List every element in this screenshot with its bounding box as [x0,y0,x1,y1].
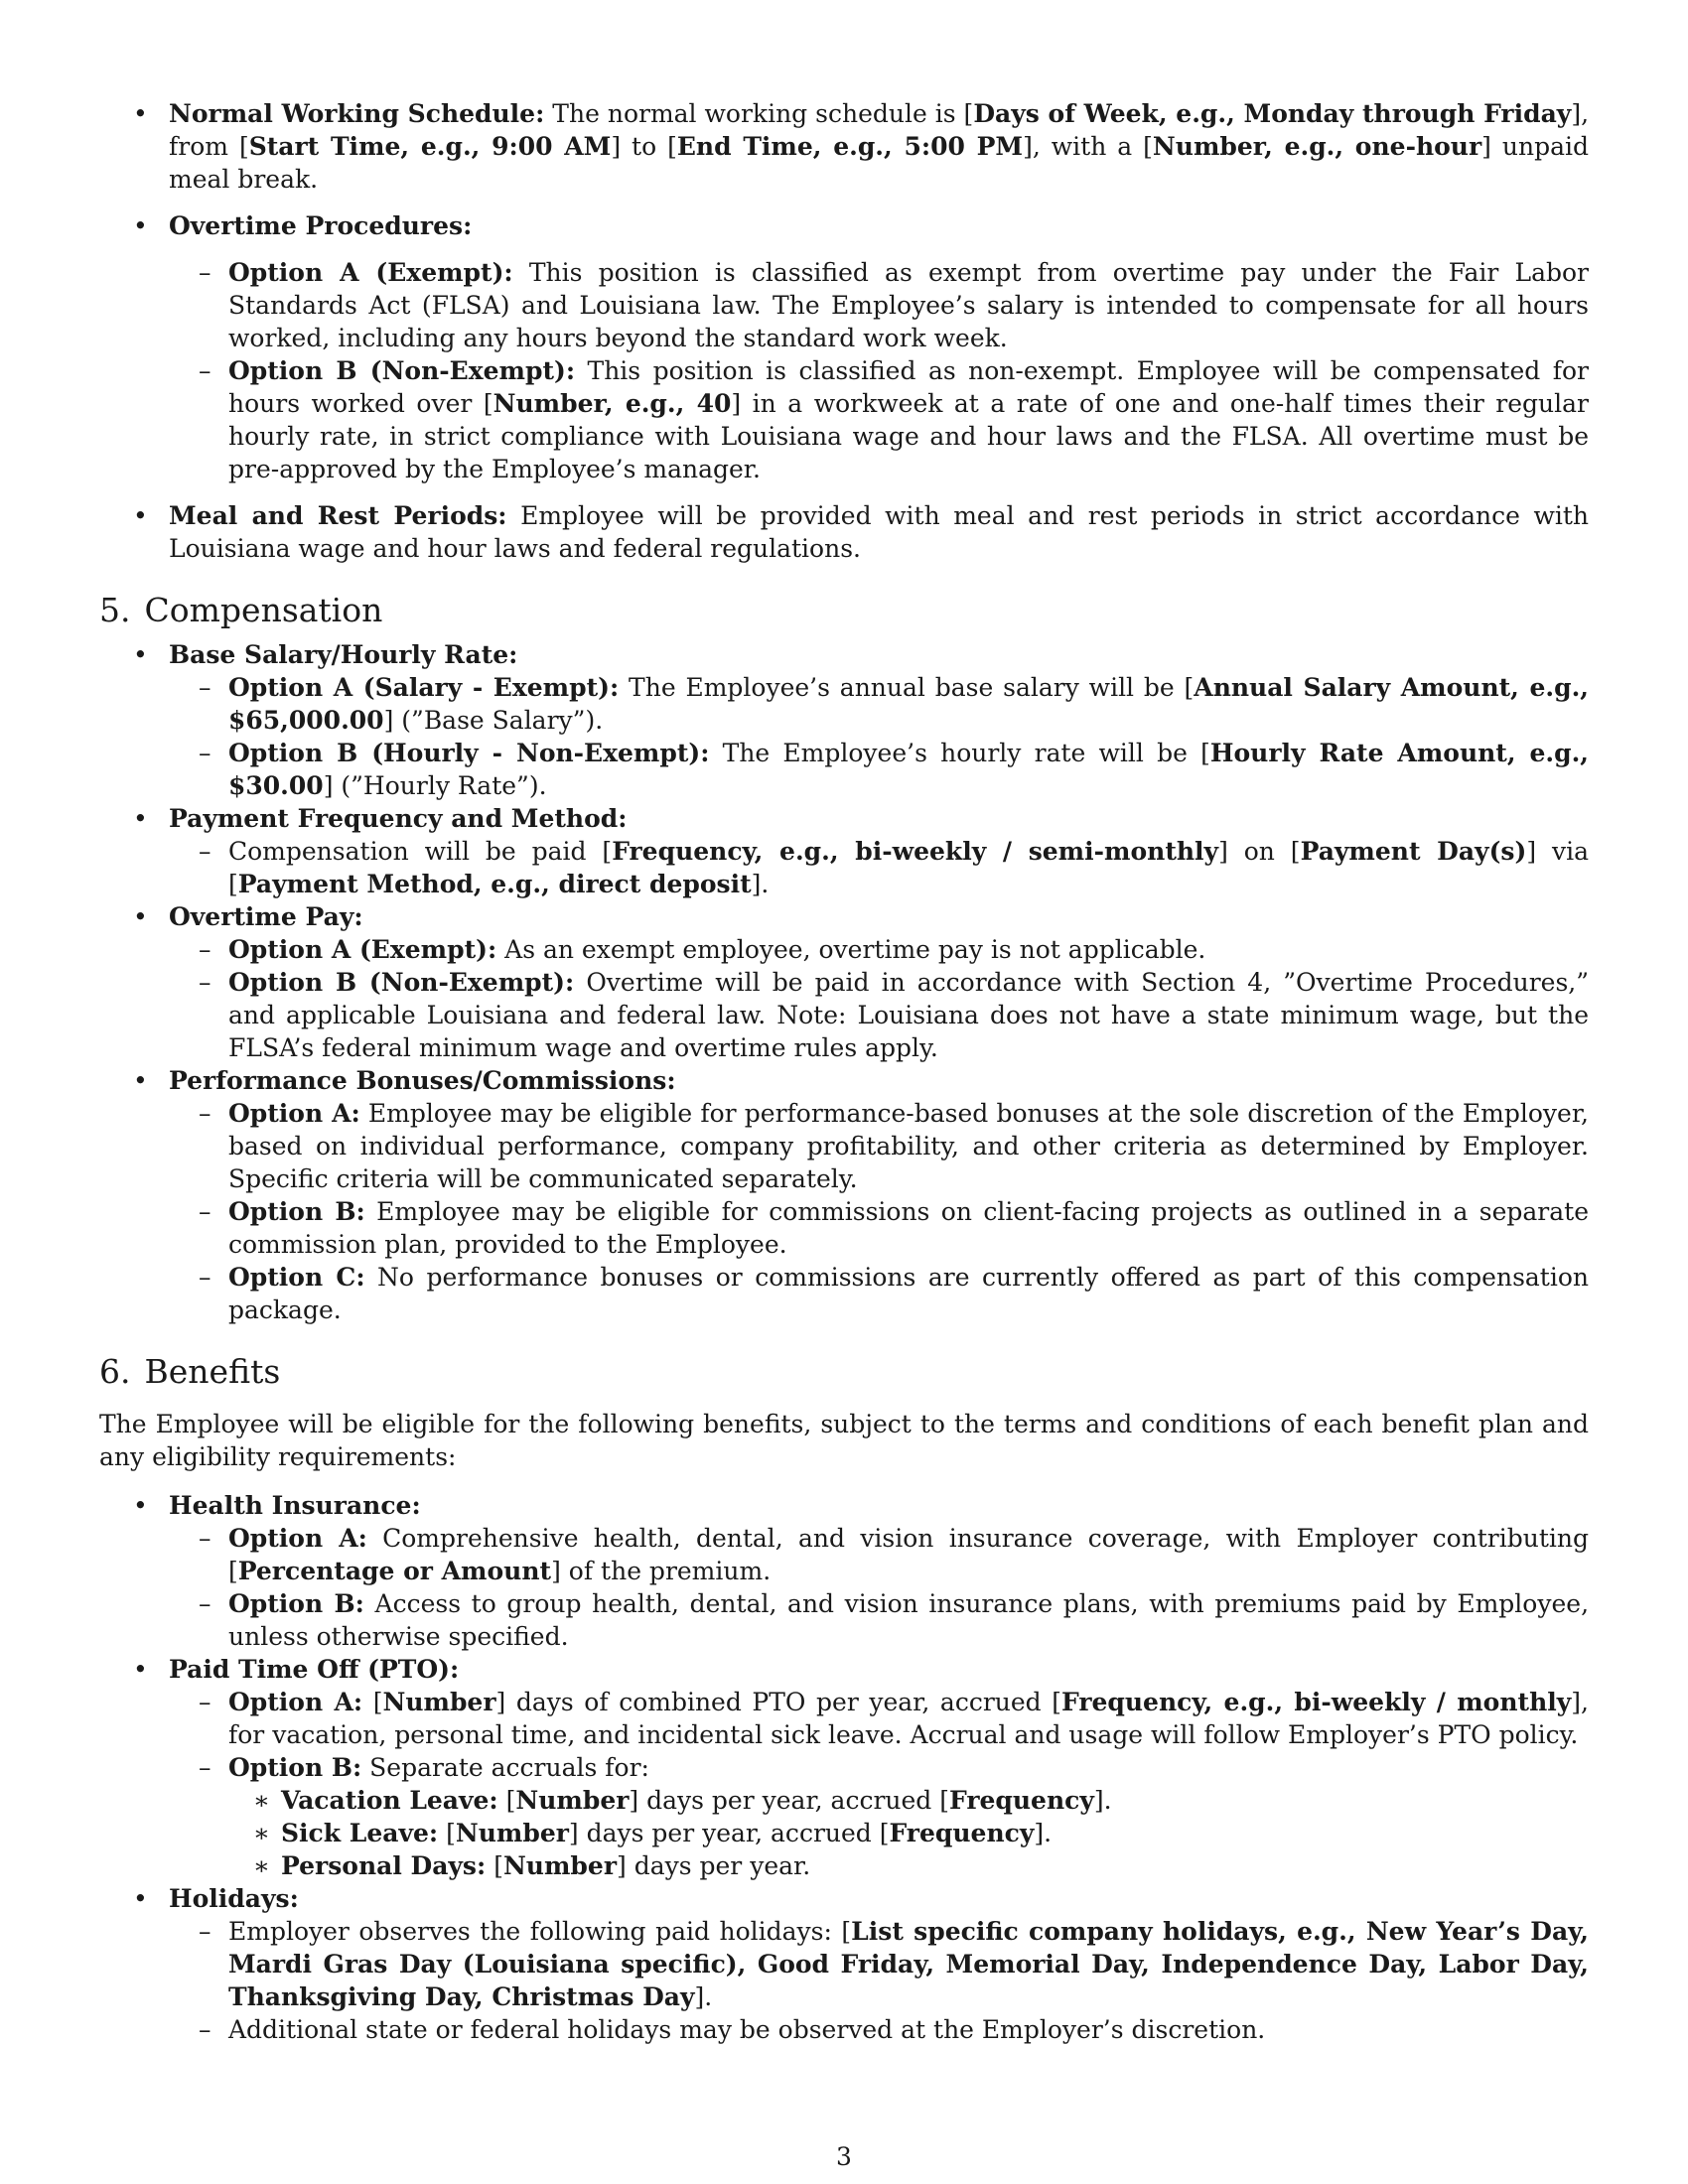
list-item-holidays-additional [99,2013,1589,2046]
list-item-overtime-pay [99,900,1589,933]
sub-item-text: [ [497,1786,516,1815]
list-item-working-schedule [99,97,1589,196]
placeholder-text: Payment Method, e.g., direct deposit [237,870,752,898]
placeholder-text: List specific company holidays, e.g., New Year’s Day, Mardi Gras Day (Louisiana specific), Good Friday, Memorial Day, Independence Day, Labor Day, Thanksgiving Day, Christmas Day [228,1917,1589,2011]
dash-icon: – [199,1688,211,1716]
dash-icon: – [199,968,211,997]
list-item-bonuses-option-a [99,1097,1589,1195]
option-text: This position is classified as exempt from overtime pay under the Fair Labor Standards Act (FLSA) and Louisiana law. The Employee’s salary is intended to compensate for all hours worked, including any hours beyond the standard work week. [228,258,1589,352]
item-label: Holidays: [169,1884,299,1913]
item-label: Meal and Rest Periods: [169,501,507,530]
placeholder-text: Number [502,1851,617,1880]
bullet-icon: • [133,1491,148,1520]
dash-icon: – [199,1099,211,1128]
option-label: Option B: [228,1197,365,1226]
list-item-pto-option-a [99,1686,1589,1751]
item-text: ], from [ [169,99,1590,161]
benefits-intro: The Employee will be eligible for the following benefits, subject to the terms and conditions of each benefit plan and any eligibility requirements: [99,1410,1589,1471]
option-text: ]. [751,870,770,898]
option-text: Employee may be eligible for commissions on client-facing projects as outlined in a separate commission plan, provided to the Employee. [228,1197,1589,1259]
section-4-list-cont [99,499,1589,565]
option-text: Compensation will be paid [ [228,837,613,866]
item-label: Payment Frequency and Method: [169,804,628,833]
option-text: ] via [ [228,837,1589,898]
list-item-health-insurance [99,1489,1589,1522]
list-item-base-salary [99,638,1589,671]
sub-item-text: ]. [1093,1786,1112,1815]
list-item-overtime-option-b [99,354,1589,485]
option-text: The Employee’s annual base salary will be [ [619,673,1195,702]
option-text: This position is classified as non-exempt. Employee will be compensated for hours worked over [ [228,356,1589,418]
bullet-icon: • [133,501,148,530]
list-item-personal-days [99,1849,1589,1882]
placeholder-text: Percentage or Amount [237,1557,552,1585]
list-item-bonuses-option-c [99,1261,1589,1326]
option-label: Option A: [228,1524,367,1553]
option-label: Option B: [228,1589,364,1618]
page-content [99,97,1589,2046]
option-label: Option B: [228,1753,362,1782]
list-item-sick-leave [99,1817,1589,1849]
option-text: ] on [ [1218,837,1301,866]
sub-item-text: [ [486,1851,503,1880]
placeholder-text: Frequency [889,1819,1035,1847]
option-text: Employer observes the following paid holidays: [ [228,1917,852,1946]
option-text: ] of the premium. [551,1557,772,1585]
item-text: The normal working schedule is [ [544,99,974,128]
option-text: The Employee’s hourly rate will be [ [709,739,1210,767]
item-label: Normal Working Schedule: [169,99,545,128]
list-item-payment-details [99,835,1589,900]
list-item-pto-option-b [99,1751,1589,1784]
list-item-overtime-procedures [99,209,1589,242]
asterisk-icon: ∗ [253,1786,270,1815]
asterisk-icon: ∗ [253,1851,270,1880]
option-label: Option B (Non-Exempt): [228,968,575,997]
placeholder-text: Start Time, e.g., 9:00 AM [248,132,612,161]
item-text: Employee will be provided with meal and rest periods in strict accordance with Louisiana wage and hour laws and federal regulations. [169,501,1589,563]
item-label: Overtime Procedures: [169,211,473,240]
list-item-base-option-a [99,671,1589,737]
sub-item-label: Vacation Leave: [281,1786,498,1815]
option-text: [ [362,1688,383,1716]
placeholder-text: Number, e.g., 40 [492,389,732,418]
section-5-heading [99,591,1589,630]
dash-icon: – [199,673,211,702]
list-item-holidays-list [99,1915,1589,2013]
section-title: Compensation [144,591,383,629]
bullet-icon: • [133,1655,148,1684]
dash-icon: – [199,837,211,866]
sub-item-text: ] days per year, accrued [ [568,1819,890,1847]
section-title: Benefits [144,1352,281,1391]
list-item-bonuses [99,1064,1589,1097]
dash-icon: – [199,935,211,964]
sub-item-text: ] days per year. [617,1851,811,1880]
placeholder-text: Payment Day(s) [1300,837,1527,866]
option-label: Option A (Exempt): [228,258,513,287]
placeholder-text: Number [515,1786,630,1815]
list-item-holidays [99,1882,1589,1915]
sub-item-label: Sick Leave: [281,1819,439,1847]
section-number: 5. [99,591,131,629]
option-text: No performance bonuses or commissions are currently offered as part of this compensation package. [228,1263,1589,1324]
placeholder-text: Days of Week, e.g., Monday through Friday [973,99,1572,128]
section-number: 6. [99,1352,131,1391]
bullet-icon: • [133,1884,148,1913]
dash-icon: – [199,1753,211,1782]
list-item-base-option-b [99,737,1589,802]
item-label: Health Insurance: [169,1491,421,1520]
placeholder-text: Frequency, e.g., bi-weekly / monthly [1061,1688,1572,1716]
bullet-icon: • [133,99,148,128]
placeholder-text: Annual Salary Amount, e.g., $65,000.00 [228,673,1589,735]
list-item-payment-frequency [99,802,1589,835]
dash-icon: – [199,739,211,767]
option-label: Option A: [228,1099,360,1128]
page-number: 3 [836,2142,852,2171]
item-text: ], with a [ [1023,132,1153,161]
option-text: As an exempt employee, overtime pay is not applicable. [496,935,1206,964]
item-label: Overtime Pay: [169,902,363,931]
sub-item-text: ] days per year, accrued [ [629,1786,950,1815]
sub-item-label: Personal Days: [281,1851,487,1880]
list-item-health-option-b [99,1587,1589,1653]
placeholder-text: End Time, e.g., 5:00 PM [676,132,1024,161]
option-label: Option A: [228,1688,363,1716]
option-text: ] days of combined PTO per year, accrued [ [495,1688,1062,1716]
item-text: ] to [ [611,132,677,161]
placeholder-text: Number [382,1688,496,1716]
placeholder-text: Frequency [949,1786,1094,1815]
option-text: Employee may be eligible for performance-based bonuses at the sole discretion of the Employer, based on individual performance, company profitability, and other criteria as determined by Employer. Specific criteria will be communicated separately. [228,1099,1589,1193]
option-label: Option A (Exempt): [228,935,497,964]
option-text: Separate accruals for: [361,1753,649,1782]
dash-icon: – [199,2015,211,2044]
placeholder-text: Frequency, e.g., bi-weekly / semi-monthly [612,837,1219,866]
bullet-icon: • [133,804,148,833]
item-label: Paid Time Off (PTO): [169,1655,460,1684]
option-label: Option A (Salary - Exempt): [228,673,620,702]
option-text: ] (”Hourly Rate”). [323,771,547,800]
list-item-overtime-pay-option-a [99,933,1589,966]
dash-icon: – [199,1263,211,1292]
option-text: Access to group health, dental, and vision insurance plans, with premiums paid by Employee, unless otherwise specified. [228,1589,1590,1651]
option-text: ], for vacation, personal time, and incidental sick leave. Accrual and usage will follow Employer’s PTO policy. [228,1688,1589,1749]
option-text: ] (”Base Salary”). [383,706,604,735]
list-item-pto [99,1653,1589,1686]
list-item-overtime-pay-option-b [99,966,1589,1064]
list-item-bonuses-option-b [99,1195,1589,1261]
item-label: Base Salary/Hourly Rate: [169,640,518,669]
section-4-list [99,97,1589,242]
overtime-options-list [99,256,1589,485]
dash-icon: – [199,1917,211,1946]
list-item-overtime-option-a [99,256,1589,354]
list-item-meal-rest [99,499,1589,565]
dash-icon: – [199,258,211,287]
option-text: ]. [694,1982,713,2011]
bullet-icon: • [133,1066,148,1095]
section-6-list [99,1489,1589,2046]
section-5-list [99,638,1589,1326]
placeholder-text: Number [455,1819,569,1847]
sub-item-text: [ [438,1819,456,1847]
option-text: Comprehensive health, dental, and vision insurance coverage, with Employer contributing [ [228,1524,1589,1585]
placeholder-text: Number, e.g., one-hour [1152,132,1482,161]
dash-icon: – [199,1524,211,1553]
dash-icon: – [199,1589,211,1618]
option-text: ] in a workweek at a rate of one and one-half times their regular hourly rate, in strict compliance with Louisiana wage and hour laws and the FLSA. All overtime must be pre-approved by the Employee’s manager. [228,389,1589,483]
bullet-icon: • [133,902,148,931]
asterisk-icon: ∗ [253,1819,270,1847]
item-label: Performance Bonuses/Commissions: [169,1066,676,1095]
option-label: Option B (Hourly - Non-Exempt): [228,739,710,767]
bullet-icon: • [133,211,148,240]
option-label: Option C: [228,1263,365,1292]
item-text: ] unpaid meal break. [169,132,1589,194]
placeholder-text: Hourly Rate Amount, e.g., $30.00 [228,739,1590,800]
section-6-heading [99,1352,1589,1392]
option-label: Option B (Non-Exempt): [228,356,576,385]
dash-icon: – [199,1197,211,1226]
bullet-icon: • [133,640,148,669]
option-text: Overtime will be paid in accordance with Section 4, ”Overtime Procedures,” and applicable Louisiana and federal law. Note: Louisiana does not have a state minimum wage, but the FLSA’s federal minimum wage and overtime rules apply. [228,968,1589,1062]
option-text: Additional state or federal holidays may be observed at the Employer’s discretion. [228,2015,1266,2044]
sub-item-text: ]. [1034,1819,1053,1847]
list-item-vacation-leave [99,1784,1589,1817]
list-item-health-option-a [99,1522,1589,1587]
dash-icon: – [199,356,211,385]
